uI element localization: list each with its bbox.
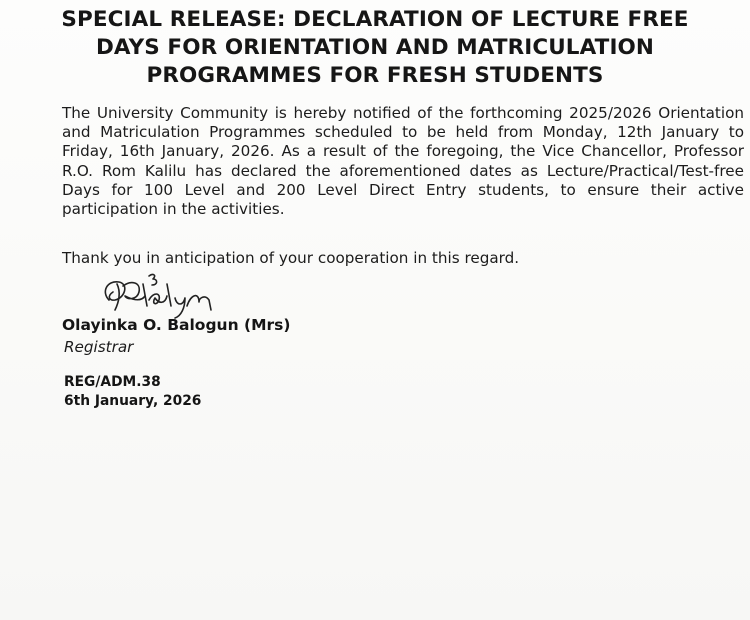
body-paragraph: The University Community is hereby notified of the forthcoming 2025/2026 Orientation and Matriculation Programmes scheduled to be held from Monday, 12th January to Friday, 16th January, 2026. As a result of the foregoing, the Vice Chancellor, Professor R.O. Rom Kalilu has declared the aforementioned dates as Lecture/Practical/Test-free Days for 100 Level and 200 Level Direct Entry students, to ensure their active participation in the activities. [62, 104, 744, 219]
signatory-name: Olayinka O. Balogun (Mrs) [62, 316, 291, 334]
title-line-1: SPECIAL RELEASE: DECLARATION OF LECTURE FREE [61, 7, 689, 32]
title-line-2: DAYS FOR ORIENTATION AND MATRICULATION [95, 35, 655, 60]
closing-line: Thank you in anticipation of your cooperation in this regard. [62, 249, 520, 267]
document-date: 6th January, 2026 [64, 393, 202, 409]
signatory-title: Registrar [64, 338, 134, 356]
reference-number: REG/ADM.38 [64, 374, 161, 390]
document-title [30, 6, 720, 90]
title-line-3: PROGRAMMES FOR FRESH STUDENTS [146, 63, 604, 88]
